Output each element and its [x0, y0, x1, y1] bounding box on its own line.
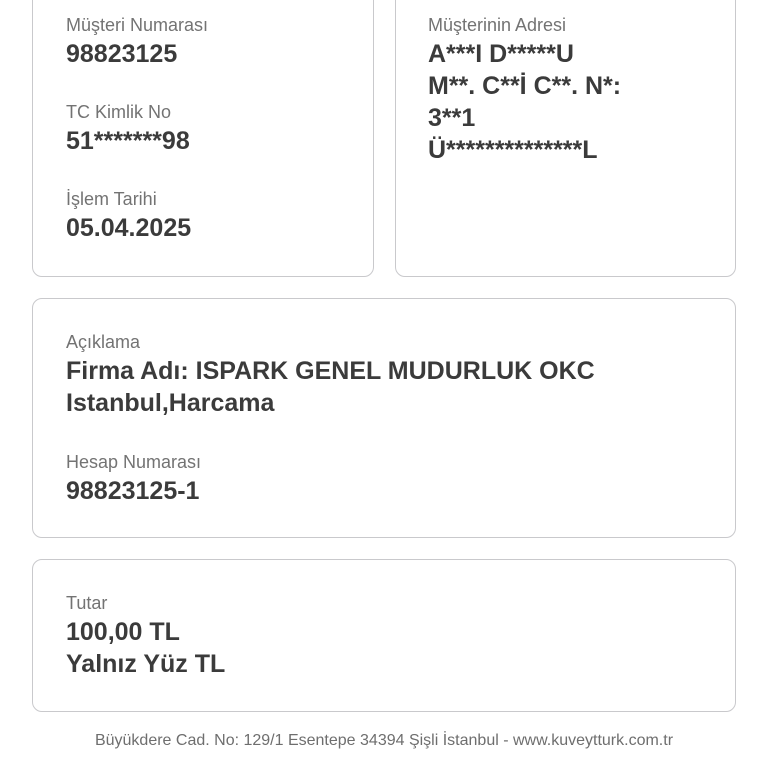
customer-info-card [32, 0, 374, 277]
tc-number-value: 51*******98 [66, 127, 190, 155]
tc-number-label: TC Kimlik No [66, 102, 172, 122]
description-value [66, 355, 595, 419]
tc-number-field [66, 101, 190, 157]
address-line: 3**1 [428, 104, 476, 132]
amount-number: 100,00 TL [66, 618, 180, 646]
description-label: Açıklama [66, 332, 141, 352]
description-line: Firma Adı: ISPARK GENEL MUDURLUK OKC [66, 357, 595, 385]
description-line: Istanbul,Harcama [66, 389, 275, 417]
account-number-value: 98823125-1 [66, 477, 200, 505]
description-card [32, 298, 736, 538]
account-number-label: Hesap Numarası [66, 452, 202, 472]
customer-address-field [428, 14, 621, 166]
description-field [66, 331, 595, 419]
amount-value [66, 616, 225, 680]
customer-address-card [395, 0, 736, 277]
address-line: A***I D*****U [428, 40, 574, 68]
amount-in-words: Yalnız Yüz TL [66, 650, 226, 678]
customer-number-value: 98823125 [66, 40, 178, 68]
customer-number-field [66, 14, 208, 70]
transaction-date-value: 05.04.2025 [66, 214, 192, 242]
footer-address: Büyükdere Cad. No: 129/1 Esentepe 34394 Şişli İstanbul - www.kuveytturk.com.tr [94, 732, 674, 749]
amount-field [66, 592, 225, 680]
customer-address-value [428, 38, 621, 166]
amount-label: Tutar [66, 593, 108, 613]
address-line: Ü**************L [428, 136, 598, 164]
customer-number-label: Müşteri Numarası [66, 15, 209, 35]
transaction-date-label: İşlem Tarihi [66, 189, 157, 209]
customer-address-label: Müşterinin Adresi [428, 15, 567, 35]
transaction-date-field [66, 188, 191, 244]
account-number-field [66, 451, 201, 507]
amount-card [32, 559, 736, 712]
address-line: M**. C**İ C**. N*: [428, 72, 622, 100]
